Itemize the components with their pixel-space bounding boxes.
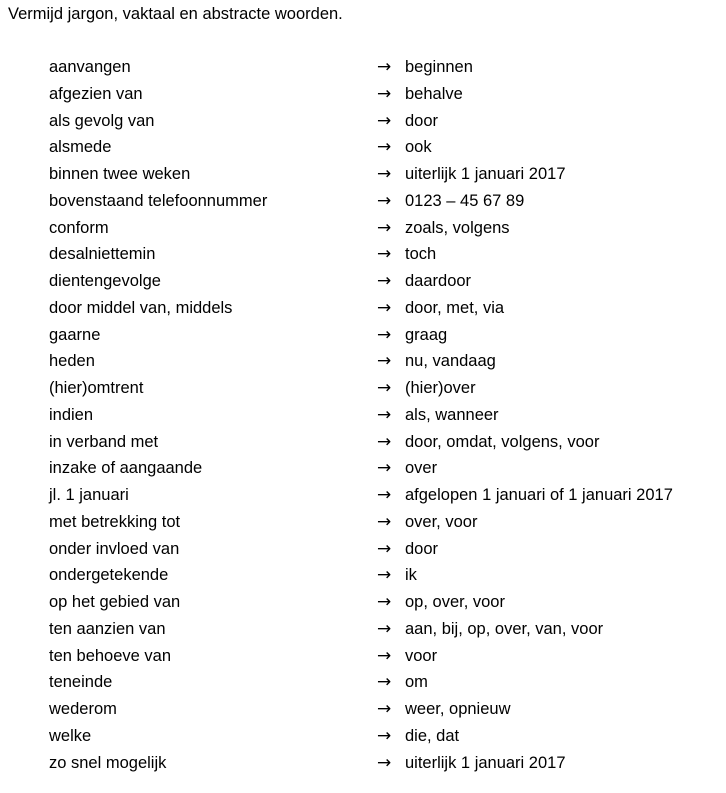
- arrow-right-icon: →: [377, 164, 392, 184]
- jargon-term: ten aanzien van: [49, 619, 166, 638]
- arrow-right-icon: →: [377, 271, 392, 291]
- term-row: [0, 111, 726, 138]
- term-row: [0, 191, 726, 218]
- plain-replacement: (hier)over: [405, 379, 476, 397]
- arrow-right-icon: →: [377, 565, 392, 586]
- term-row: [0, 485, 726, 512]
- plain-replacement: ik: [405, 566, 417, 585]
- arrow-right-icon: →: [377, 217, 392, 238]
- plain-replacement: door: [405, 539, 439, 558]
- plain-replacement: op, over, voor: [405, 593, 505, 611]
- plain-replacement: beginnen: [405, 58, 473, 76]
- jargon-term: onder invloed van: [49, 539, 180, 558]
- plain-replacement: daardoor: [405, 272, 472, 290]
- arrow-right-icon: →: [377, 190, 392, 211]
- arrow-right-icon: →: [377, 672, 392, 693]
- arrow-right-icon: →: [377, 511, 392, 532]
- arrow-right-icon: →: [377, 83, 392, 104]
- plain-replacement: weer, opnieuw: [405, 700, 511, 718]
- arrow-right-icon: →: [377, 725, 392, 746]
- plain-replacement: uiterlijk 1 januari 2017: [405, 753, 566, 772]
- plain-replacement: ook: [405, 138, 432, 157]
- term-row: [0, 325, 726, 352]
- term-row: [0, 271, 726, 298]
- jargon-term: bovenstaand telefoonnummer: [49, 191, 268, 210]
- intro-text: Vermijd jargon, vaktaal en abstracte woorden.: [8, 5, 343, 23]
- jargon-term: door middel van, middels: [49, 298, 233, 317]
- plain-replacement: uiterlijk 1 januari 2017: [405, 165, 566, 183]
- jargon-term: dientengevolge: [49, 272, 161, 290]
- arrow-right-icon: →: [377, 110, 392, 131]
- arrow-right-icon: →: [377, 752, 392, 773]
- term-row: [0, 592, 726, 619]
- jargon-term: gaarne: [49, 325, 101, 344]
- arrow-right-icon: →: [377, 645, 392, 666]
- term-row: [0, 432, 726, 459]
- arrow-right-icon: →: [377, 351, 392, 372]
- arrow-right-icon: →: [377, 592, 392, 612]
- plain-replacement: graag: [405, 325, 448, 344]
- arrow-right-icon: →: [377, 324, 392, 345]
- jargon-term: indien: [49, 405, 94, 424]
- jargon-term: in verband met: [49, 432, 159, 451]
- plain-replacement: door, omdat, volgens, voor: [405, 432, 600, 451]
- plain-replacement: afgelopen 1 januari of 1 januari 2017: [405, 486, 673, 504]
- term-row: [0, 351, 726, 378]
- term-row: [0, 539, 726, 566]
- term-row: [0, 164, 726, 191]
- arrow-right-icon: →: [377, 538, 392, 559]
- plain-replacement: voor: [405, 646, 438, 665]
- plain-replacement: nu, vandaag: [405, 352, 496, 371]
- arrow-right-icon: →: [377, 458, 392, 479]
- jargon-term: desalniettemin: [49, 245, 156, 264]
- term-row: [0, 84, 726, 111]
- term-row: [0, 378, 726, 405]
- term-row: [0, 244, 726, 271]
- jargon-replacement-list: [0, 57, 726, 779]
- jargon-term: ondergetekende: [49, 566, 169, 585]
- term-row: [0, 512, 726, 539]
- jargon-term: alsmede: [49, 138, 112, 157]
- arrow-right-icon: →: [377, 378, 392, 398]
- term-row: [0, 137, 726, 164]
- arrow-right-icon: →: [377, 137, 392, 158]
- term-row: [0, 458, 726, 485]
- term-row: [0, 753, 726, 780]
- plain-replacement: zoals, volgens: [405, 218, 510, 237]
- jargon-term: op het gebied van: [49, 593, 181, 611]
- arrow-right-icon: →: [377, 699, 392, 719]
- plain-replacement: behalve: [405, 84, 463, 103]
- plain-replacement: over, voor: [405, 512, 478, 531]
- plain-replacement: toch: [405, 245, 437, 264]
- arrow-right-icon: →: [377, 244, 392, 265]
- arrow-right-icon: →: [377, 404, 392, 425]
- jargon-term: afgezien van: [49, 84, 143, 103]
- jargon-term: aanvangen: [49, 58, 131, 76]
- jargon-term: welke: [49, 726, 92, 745]
- jargon-term: ten behoeve van: [49, 646, 172, 665]
- arrow-right-icon: →: [377, 57, 392, 77]
- term-row: [0, 699, 726, 726]
- jargon-term: met betrekking tot: [49, 512, 181, 531]
- term-row: [0, 405, 726, 432]
- term-row: [0, 726, 726, 753]
- jargon-term: inzake of aangaande: [49, 459, 203, 478]
- jargon-term: als gevolg van: [49, 111, 155, 130]
- term-row: [0, 565, 726, 592]
- term-row: [0, 57, 726, 84]
- plain-replacement: door: [405, 111, 439, 130]
- plain-replacement: om: [405, 673, 428, 692]
- arrow-right-icon: →: [377, 618, 392, 639]
- term-row: [0, 672, 726, 699]
- arrow-right-icon: →: [377, 431, 392, 452]
- term-row: [0, 298, 726, 325]
- arrow-right-icon: →: [377, 485, 392, 505]
- plain-replacement: als, wanneer: [405, 405, 499, 424]
- arrow-right-icon: →: [377, 297, 392, 318]
- jargon-term: (hier)omtrent: [49, 379, 144, 397]
- plain-replacement: over: [405, 459, 438, 478]
- jargon-term: teneinde: [49, 673, 113, 692]
- jargon-term: conform: [49, 218, 109, 237]
- plain-replacement: aan, bij, op, over, van, voor: [405, 619, 604, 638]
- term-row: [0, 218, 726, 245]
- jargon-term: wederom: [49, 700, 117, 718]
- jargon-term: heden: [49, 352, 95, 371]
- plain-replacement: door, met, via: [405, 298, 505, 317]
- plain-replacement: die, dat: [405, 726, 460, 745]
- jargon-term: jl. 1 januari: [49, 486, 129, 504]
- plain-replacement: 0123 – 45 67 89: [405, 191, 525, 210]
- term-row: [0, 646, 726, 673]
- term-row: [0, 619, 726, 646]
- jargon-term: binnen twee weken: [49, 165, 191, 183]
- jargon-term: zo snel mogelijk: [49, 753, 167, 772]
